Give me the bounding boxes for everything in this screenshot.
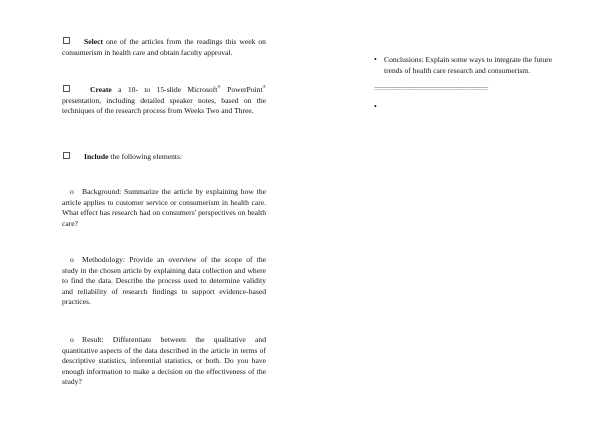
select-keyword: Select [84, 37, 103, 46]
checkbox-bullet-icon [63, 37, 70, 44]
sub-bullet-marker: o [70, 255, 74, 264]
select-text: one of the articles from the readings this week on consumerism in health care and obtain faculty approval. [62, 37, 266, 57]
registered-mark: ® [217, 84, 221, 89]
conclusions-text: Conclusions: Explain some ways to integrate the future trends of health care research and consumerism. [384, 55, 553, 75]
checkbox-bullet-icon [63, 85, 70, 92]
include-paragraph [62, 152, 266, 163]
background-item [62, 187, 266, 229]
sub-bullet-marker: o [70, 335, 74, 344]
create-text-before: a 10- to 15-slide Microsoft [118, 85, 218, 94]
bullet-dot-icon: • [374, 102, 377, 111]
include-keyword: Include [84, 152, 109, 161]
sub-bullet-marker: o [70, 187, 74, 196]
registered-mark: ® [262, 84, 266, 89]
checkbox-bullet-icon [63, 152, 70, 159]
select-paragraph [62, 37, 266, 58]
methodology-item [62, 255, 266, 308]
create-keyword: Create [90, 85, 112, 94]
bullet-dot-icon: • [374, 55, 377, 64]
include-text: the following elements: [110, 152, 183, 161]
methodology-text: Methodology: Provide an overview of the scope of the study in the chosen article by explaining data collection and where to find the data. Describe the process used to determine validity and reliability of research findings to support evidence-based practices. [62, 255, 266, 307]
result-text: Result: Differentiate between the qualitative and quantitative aspects of the data described in the article in terms of descriptive statistics, inferential statistics, or both. Do you have enough information to make a decision on the effectiveness of the study? [62, 335, 266, 387]
create-text-powerpoint: PowerPoint [227, 85, 263, 94]
create-text-rest: presentation, including detailed speaker notes, based on the techniques of the research process from Weeks Two and Three. [62, 95, 266, 116]
background-text: Background: Summarize the article by explaining how the article applies to customer service or consumerism in health care. What effect has research had on consumers' perspectives on health care? [62, 187, 266, 228]
conclusions-item [374, 55, 570, 76]
equals-rule: ================================== [374, 85, 488, 93]
result-item [62, 335, 266, 388]
create-paragraph [62, 85, 266, 117]
